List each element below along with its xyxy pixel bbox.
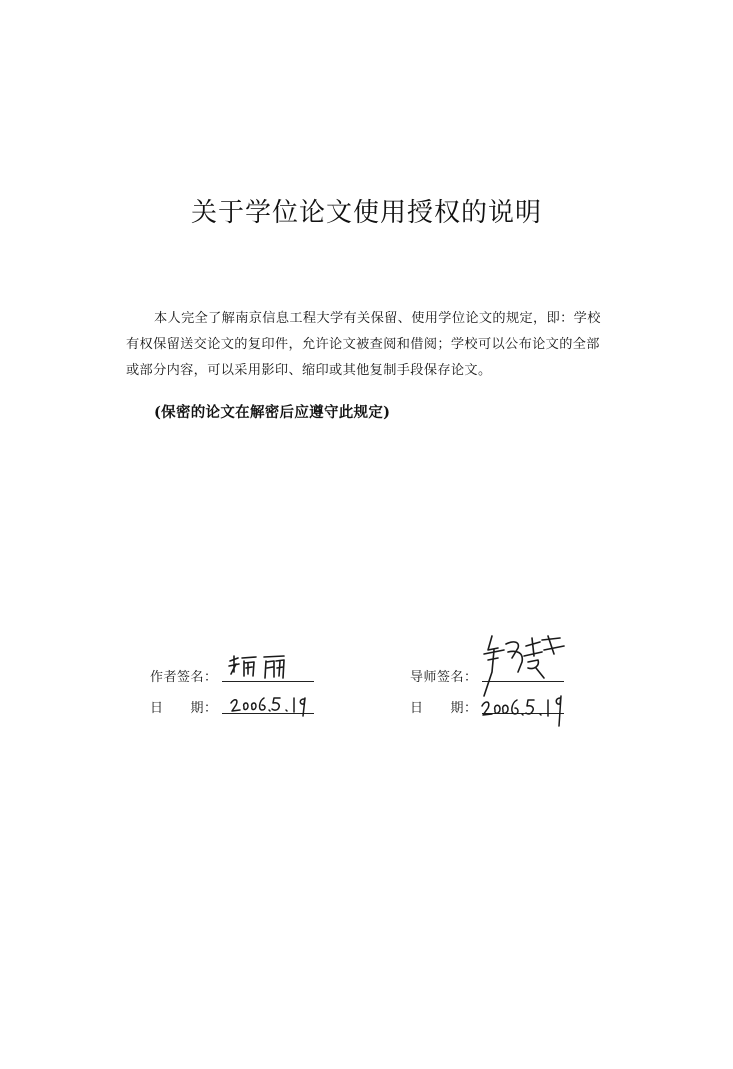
paragraph-line-3: 或部分内容，可以采用影印、缩印或其他复制手段保存论文。 — [126, 363, 492, 378]
supervisor-date-label: 日 期： — [410, 701, 478, 716]
paragraph-line-2: 有权保留送交论文的复印件，允许论文被查阅和借阅；学校可以公布论文的全部 — [126, 337, 600, 352]
supervisor-handwritten-date — [480, 690, 572, 730]
author-handwritten-signature — [226, 652, 306, 684]
author-signature-label: 作者签名： — [150, 670, 218, 685]
authorization-paragraph — [126, 306, 626, 384]
paragraph-line-1: 本人完全了解南京信息工程大学有关保留、使用学位论文的规定，即：学校 — [154, 311, 601, 326]
author-date-label: 日 期： — [150, 701, 218, 716]
supervisor-signature-label: 导师签名： — [410, 670, 478, 685]
confidentiality-note: (保密的论文在解密后应遵守此规定) — [154, 404, 391, 421]
author-handwritten-date — [228, 690, 314, 718]
page-title: 关于学位论文使用授权的说明 — [190, 198, 542, 228]
